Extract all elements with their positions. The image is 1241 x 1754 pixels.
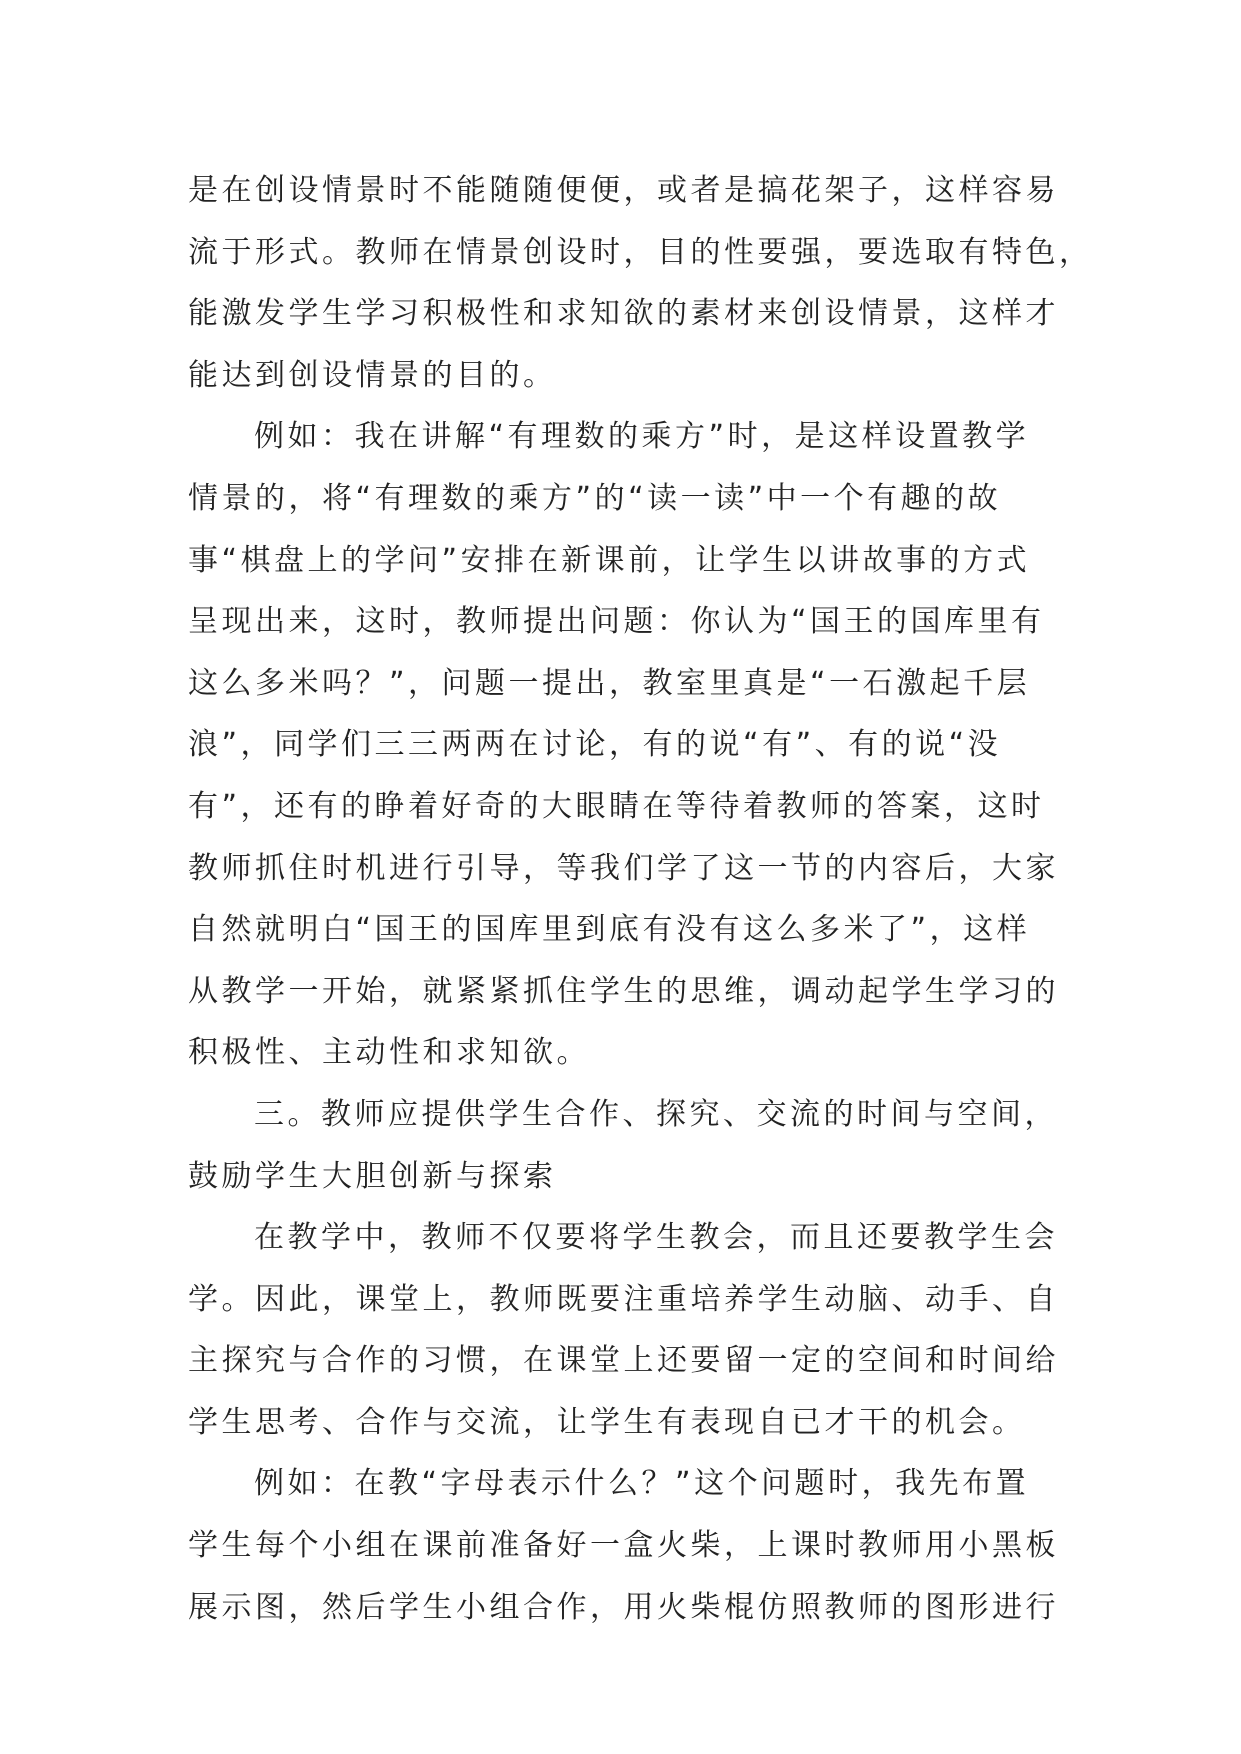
text-line: 学生思考、合作与交流，让学生有表现自已才干的机会。 xyxy=(188,1404,1026,1440)
text-line: 主探究与合作的习惯，在课堂上还要留一定的空间和时间给 xyxy=(188,1343,1059,1379)
text-line: 在教学中，教师不仅要将学生教会，而且还要教学生会 xyxy=(254,1220,1058,1256)
body-text xyxy=(188,160,1093,1638)
text-line: 从教学一开始，就紧紧抓住学生的思维，调动起学生学习的 xyxy=(188,973,1059,1009)
text-line: 事“棋盘上的学问”安排在新课前，让学生以讲故事的方式 xyxy=(188,542,1031,578)
text-line: 自然就明白“国王的国库里到底有没有这么多米了”，这样 xyxy=(188,912,1031,948)
text-line: 浪”，同学们三三两两在讨论，有的说“有”、有的说“没 xyxy=(188,727,1002,763)
text-line: 学。因此，课堂上，教师既要注重培养学生动脑、动手、自 xyxy=(188,1281,1059,1317)
text-line: 流于形式。教师在情景创设时，目的性要强，要选取有特色， xyxy=(188,234,1093,270)
text-line: 呈现出来，这时，教师提出问题：你认为“国王的国库里有 xyxy=(188,604,1045,640)
text-line: 教师抓住时机进行引导，等我们学了这一节的内容后，大家 xyxy=(188,850,1059,886)
text-line: 有”，还有的睁着好奇的大眼睛在等待着教师的答案，这时 xyxy=(188,788,1045,824)
text-line: 能激发学生学习积极性和求知欲的素材来创设情景，这样才 xyxy=(188,296,1059,332)
section-heading-continued: 鼓励学生大胆创新与探索 xyxy=(188,1158,557,1194)
text-line: 积极性、主动性和求知欲。 xyxy=(188,1035,590,1071)
text-line: 展示图，然后学生小组合作，用火柴棍仿照教师的图形进行 xyxy=(188,1589,1059,1625)
text-line: 例如：在教“字母表示什么？”这个问题时，我先布置 xyxy=(254,1466,1030,1502)
text-line: 情景的，将“有理数的乘方”的“读一读”中一个有趣的故 xyxy=(188,480,1002,516)
text-line: 例如：我在讲解“有理数的乘方”时，是这样设置教学 xyxy=(254,419,1030,455)
section-heading: 三。教师应提供学生合作、探究、交流的时间与空间， xyxy=(254,1096,1058,1132)
text-line: 能达到创设情景的目的。 xyxy=(188,357,557,393)
text-line: 学生每个小组在课前准备好一盒火柴，上课时教师用小黑板 xyxy=(188,1528,1059,1564)
text-line: 是在创设情景时不能随随便便，或者是搞花架子，这样容易 xyxy=(188,173,1059,208)
text-line: 这么多米吗？”，问题一提出，教室里真是“一石激起千层 xyxy=(188,665,1031,701)
